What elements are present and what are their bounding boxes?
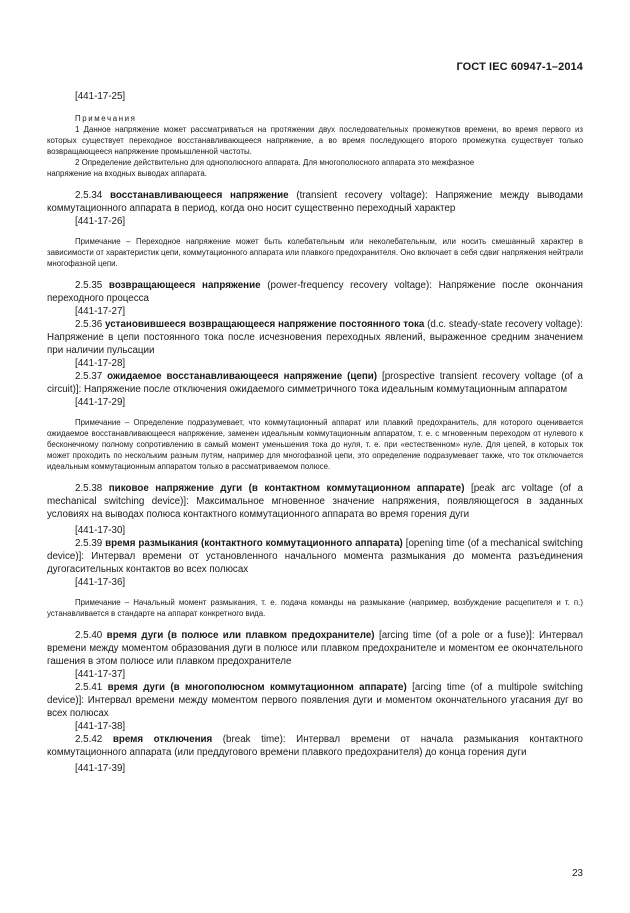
clause-number: 2.5.37	[75, 371, 103, 382]
clause-2-5-36	[47, 318, 583, 357]
note-2: 2 Определение действительно для однополюсного аппарата. Для многополюсного аппарата это межфазное	[75, 158, 475, 167]
reference-441-17-29: [441-17-29]	[75, 397, 126, 408]
definition: [arcing time (of a pole or a fuse)]: Интервал времени между моментом образования дуги в полюсе или плавком предохранителе и моментом ее окончательного гашения в этом полюсе или плавком предохранителе	[47, 630, 583, 667]
definition: (d.c. steady-state recovery voltage): Напряжение в цепи постоянного тока после исчезновения переходных явлений, выраженное средним значением при наличии пульсации	[47, 319, 583, 356]
clause-number: 2.5.40	[75, 630, 103, 641]
clause-number: 2.5.38	[75, 483, 103, 494]
term: восстанавливающееся напряжение	[110, 190, 289, 201]
reference-441-17-30: [441-17-30]	[75, 525, 126, 536]
note-2-5-39: Примечание – Начальный момент размыкания, т. е. подача команды на размыкание (например, возбуждение расцепителя и т. п.) устанавливается в стандарте на аппарат конкретного вида.	[47, 598, 583, 618]
note-1: 1 Данное напряжение может рассматриваться на протяжении двух последовательных промежутков времени, во время первого из которых существует переходное восстанавливающееся напряжение, а во время последующего второго промежутка существует только возвращающееся напряжение промышленной частоты.	[47, 125, 583, 156]
term: время отключения	[112, 734, 213, 745]
clause-2-5-39	[47, 537, 583, 576]
clause-2-5-35	[47, 279, 583, 305]
note-2-5-34: Примечание – Переходное напряжение может быть колебательным или неколебательным, или носить смешанный характер в зависимости от характеристик цепи, коммутационного аппарата или плавкого предохранителя. Оно включает в себя сдвиг напряжения нейтрали многофазной цепи.	[47, 237, 583, 268]
definition: [arcing time (of a multipole switching device)]: Интервал времени между моментом первого появления дуги и моментом окончательного угасания дуг во всех полюсах	[47, 682, 583, 719]
term: установившееся возвращающееся напряжение постоянного тока	[105, 319, 425, 330]
notes-heading: Примечания	[75, 114, 137, 123]
clause-2-5-34	[47, 189, 583, 215]
definition: [opening time (of a mechanical switching device)]: Интервал времени от установленного начального момента размыкания до момента разъединения дугогасительных контактов во всех полюсах	[47, 538, 584, 575]
definition: (power-frequency recovery voltage): Напряжение после окончания переходного процесса	[47, 280, 583, 304]
definition: (transient recovery voltage): Напряжение между выводами коммутационного аппарата в период, когда оно носит существенно переходный характер	[47, 190, 583, 214]
note-2-5-37: Примечание – Определение подразумевает, что коммутационный аппарат или плавкий предохранитель, для которого оценивается ожидаемое восстанавливающееся напряжение, заменен идеальным коммутационным аппаратом, т. е. с мгновенным переходом от нулевого к бесконечному полному сопротивлению в самый момент уменьшения тока до нуля, т. е. при «естественном» нуле. Для цепей, в которых ток может проходить по нескольким разным путям, например для многофазной цепи, это определение подразумевает также, что ток отключается идеальным коммутационным аппаратом только в рассматриваемом полюсе.	[47, 418, 583, 471]
page-number: 23	[572, 868, 583, 879]
definition: [prospective transient recovery voltage (of a circuit)]: Напряжение после отключения ожидаемого симметричного тока идеальным коммутационным аппаратом	[47, 371, 583, 395]
clause-2-5-40	[47, 629, 583, 668]
clause-2-5-41	[47, 681, 583, 720]
clause-number: 2.5.34	[75, 190, 103, 201]
term: ожидаемое восстанавливающееся напряжение (цепи)	[107, 371, 378, 382]
reference-441-17-37: [441-17-37]	[75, 669, 126, 680]
term: пиковое напряжение дуги (в контактном коммутационном аппарате)	[108, 483, 465, 494]
term: время дуги (в полюсе или плавком предохранителе)	[106, 630, 375, 641]
term: возвращающееся напряжение	[108, 280, 261, 291]
reference-441-17-28: [441-17-28]	[75, 358, 126, 369]
clause-number: 2.5.35	[75, 280, 103, 291]
reference-441-17-25: [441-17-25]	[75, 91, 126, 102]
definition: [peak arc voltage (of a mechanical switching device)]: Максимальное мгновенное значение напряжения, появляющегося в заданных условиях на выводах полюса контактного коммутационного аппарата во время горения дуги	[47, 483, 583, 520]
clause-number: 2.5.42	[75, 734, 103, 745]
term: время размыкания (контактного коммутационного аппарата)	[105, 538, 403, 549]
term: время дуги (в многополюсном коммутационном аппарате)	[107, 682, 407, 693]
document-body	[47, 90, 583, 775]
reference-441-17-39: [441-17-39]	[75, 763, 126, 774]
reference-441-17-27: [441-17-27]	[75, 306, 126, 317]
document-header: ГОСТ IEC 60947-1–2014	[456, 61, 583, 73]
note-2-continuation: напряжение на входных выводах аппарата.	[47, 169, 207, 178]
clause-2-5-38	[47, 482, 583, 521]
clause-number: 2.5.36	[75, 319, 103, 330]
definition: (break time): Интервал времени от начала размыкания контактного коммутационного аппарата (или преддугового времени плавкого предохранителя) до конца горения дуги	[47, 734, 583, 758]
reference-441-17-26: [441-17-26]	[75, 216, 126, 227]
clause-2-5-37	[47, 370, 583, 396]
clause-2-5-42	[47, 733, 583, 759]
clause-number: 2.5.41	[75, 682, 103, 693]
reference-441-17-36: [441-17-36]	[75, 577, 126, 588]
reference-441-17-38: [441-17-38]	[75, 721, 126, 732]
clause-number: 2.5.39	[75, 538, 103, 549]
